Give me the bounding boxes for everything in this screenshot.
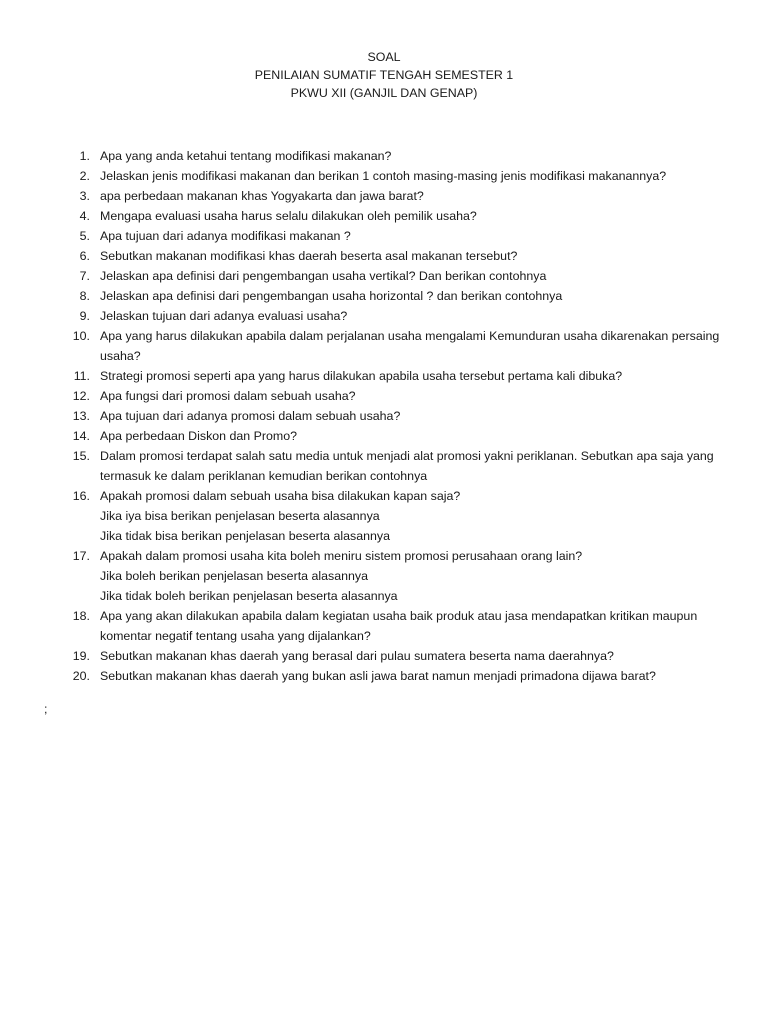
question-item — [60, 266, 730, 286]
question-number: 12. — [72, 389, 90, 403]
question-item — [60, 166, 730, 186]
question-text — [90, 266, 730, 286]
footer-mark: ; — [44, 702, 48, 716]
question-number: 5. — [79, 229, 90, 243]
question-line: Jika tidak bisa berikan penjelasan beserta alasannya — [100, 529, 390, 543]
question-item — [60, 366, 730, 386]
question-item — [60, 486, 730, 546]
question-item — [60, 646, 730, 666]
question-number: 11. — [73, 369, 90, 383]
question-number: 6. — [79, 249, 90, 263]
question-item — [60, 186, 730, 206]
question-text — [90, 606, 730, 646]
question-text — [90, 486, 730, 546]
question-line: Sebutkan makanan khas daerah yang berasal dari pulau sumatera beserta nama daerahnya? — [100, 649, 614, 663]
question-line: Dalam promosi terdapat salah satu media untuk menjadi alat promosi yakni periklanan. Sebutkan apa saja yang — [100, 449, 714, 463]
question-text — [90, 186, 730, 206]
header-title: SOAL — [367, 50, 401, 64]
question-line: usaha? — [100, 349, 141, 363]
question-text — [90, 306, 730, 326]
header-subtitle: PENILAIAN SUMATIF TENGAH SEMESTER 1 — [254, 68, 514, 82]
question-text — [90, 326, 730, 366]
question-line: Sebutkan makanan modifikasi khas daerah beserta asal makanan tersebut? — [100, 249, 518, 263]
question-number: 3. — [79, 189, 90, 203]
question-text — [90, 166, 730, 186]
question-number: 4. — [79, 209, 90, 223]
question-item — [60, 326, 730, 366]
header-subject: PKWU XII (GANJIL DAN GENAP) — [290, 86, 478, 100]
question-text — [90, 446, 730, 486]
question-item — [60, 546, 730, 606]
question-text — [90, 406, 730, 426]
question-item — [60, 286, 730, 306]
question-number: 17. — [72, 549, 90, 563]
question-item — [60, 666, 730, 686]
question-line: Apakah dalam promosi usaha kita boleh meniru sistem promosi perusahaan orang lain? — [100, 549, 583, 563]
question-line: Jelaskan tujuan dari adanya evaluasi usaha? — [100, 309, 348, 323]
question-number: 20. — [72, 669, 90, 683]
question-line: Jika tidak boleh berikan penjelasan beserta alasannya — [100, 589, 398, 603]
question-text — [90, 666, 730, 686]
question-line: Apa yang harus dilakukan apabila dalam perjalanan usaha mengalami Kemunduran usaha dikarenakan persaing — [100, 329, 720, 343]
question-list — [60, 146, 730, 686]
question-item — [60, 426, 730, 446]
question-line: Sebutkan makanan khas daerah yang bukan asli jawa barat namun menjadi primadona dijawa barat? — [100, 669, 656, 683]
question-item — [60, 246, 730, 266]
question-line: Jika boleh berikan penjelasan beserta alasannya — [100, 569, 368, 583]
question-line: Apa yang anda ketahui tentang modifikasi makanan? — [100, 149, 392, 163]
question-number: 15. — [72, 449, 90, 463]
question-line: Strategi promosi seperti apa yang harus dilakukan apabila usaha tersebut pertama kali dibuka? — [100, 369, 623, 383]
question-line: apa perbedaan makanan khas Yogyakarta dan jawa barat? — [100, 189, 424, 203]
question-item — [60, 606, 730, 646]
question-line: Apa yang akan dilakukan apabila dalam kegiatan usaha baik produk atau jasa mendapatkan kritikan maupun — [100, 609, 698, 623]
question-number: 8. — [79, 289, 90, 303]
question-line: Apa fungsi dari promosi dalam sebuah usaha? — [100, 389, 356, 403]
question-text — [90, 286, 730, 306]
question-number: 9. — [79, 309, 90, 323]
question-line: komentar negatif tentang usaha yang dijalankan? — [100, 629, 371, 643]
question-item — [60, 306, 730, 326]
question-line: Apa tujuan dari adanya modifikasi makanan ? — [100, 229, 351, 243]
question-item — [60, 446, 730, 486]
question-line: termasuk ke dalam periklanan kemudian berikan contohnya — [100, 469, 428, 483]
question-number: 10. — [72, 329, 90, 343]
question-number: 18. — [72, 609, 90, 623]
question-text — [90, 246, 730, 266]
question-line: Jelaskan apa definisi dari pengembangan usaha vertikal? Dan berikan contohnya — [100, 269, 547, 283]
question-number: 14. — [72, 429, 90, 443]
question-text — [90, 226, 730, 246]
question-line: Apa tujuan dari adanya promosi dalam sebuah usaha? — [100, 409, 401, 423]
question-item — [60, 146, 730, 166]
question-number: 2. — [79, 169, 90, 183]
question-line: Jelaskan apa definisi dari pengembangan usaha horizontal ? dan berikan contohnya — [100, 289, 563, 303]
question-text — [90, 206, 730, 226]
question-text — [90, 426, 730, 446]
question-number: 19. — [72, 649, 90, 663]
question-text — [90, 366, 730, 386]
question-item — [60, 386, 730, 406]
question-text — [90, 146, 730, 166]
question-item — [60, 226, 730, 246]
question-item — [60, 206, 730, 226]
question-number: 1. — [79, 149, 90, 163]
question-line: Apa perbedaan Diskon dan Promo? — [100, 429, 298, 443]
question-number: 7. — [79, 269, 90, 283]
question-text — [90, 546, 730, 606]
question-number: 16. — [72, 489, 90, 503]
question-number: 13. — [72, 409, 90, 423]
question-line: Jika iya bisa berikan penjelasan beserta alasannya — [100, 509, 380, 523]
document-header — [0, 48, 768, 102]
question-text — [90, 386, 730, 406]
question-line: Jelaskan jenis modifikasi makanan dan berikan 1 contoh masing-masing jenis modifikasi makanannya? — [100, 169, 667, 183]
question-line: Mengapa evaluasi usaha harus selalu dilakukan oleh pemilik usaha? — [100, 209, 477, 223]
question-item — [60, 406, 730, 426]
question-text — [90, 646, 730, 666]
question-line: Apakah promosi dalam sebuah usaha bisa dilakukan kapan saja? — [100, 489, 461, 503]
